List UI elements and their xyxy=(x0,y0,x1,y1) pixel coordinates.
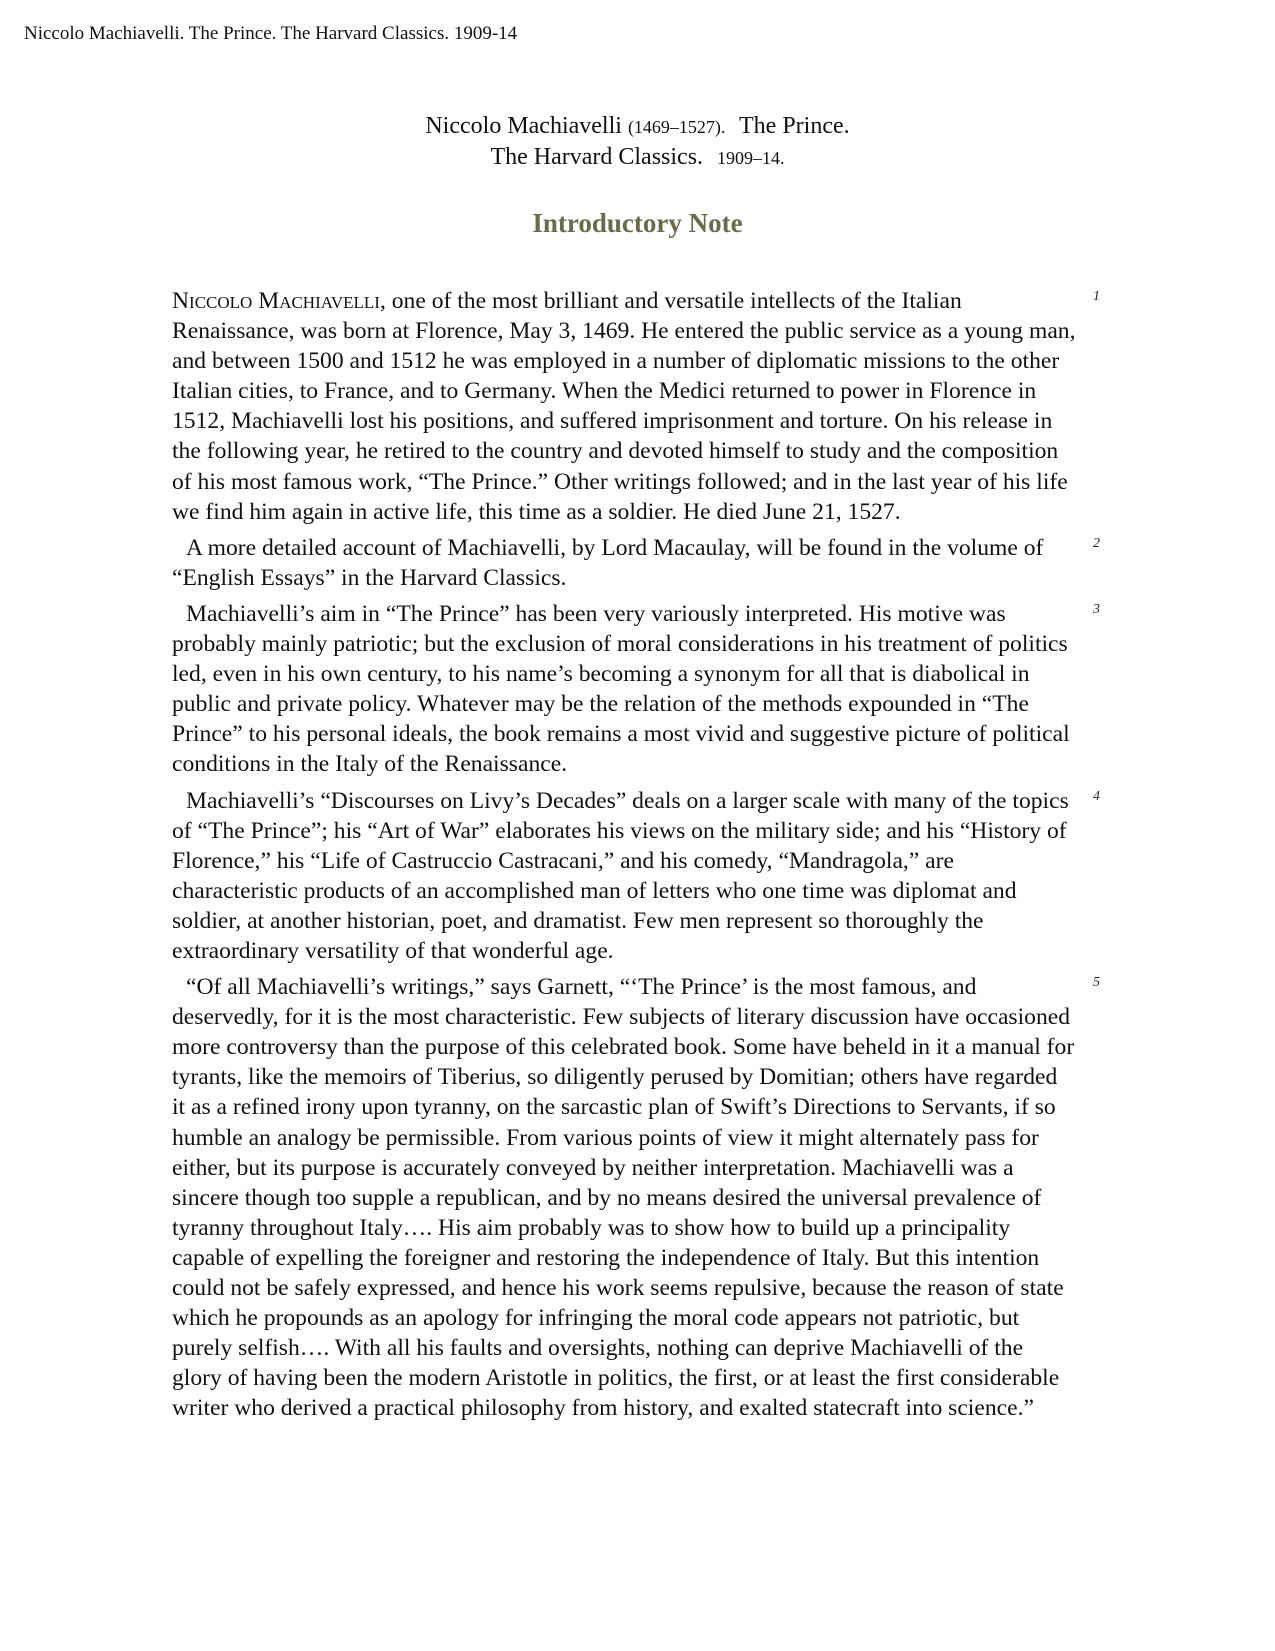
paragraph-number: 2 xyxy=(1093,535,1100,551)
paragraph-3 xyxy=(172,599,1100,780)
paragraph-4 xyxy=(172,786,1100,967)
paragraph-number: 1 xyxy=(1093,289,1100,304)
title-author: Niccolo Machiavelli xyxy=(425,113,622,139)
paragraph-text: “Of all Machiavelli’s writings,” says Garnett, “‘The Prince’ is the most famous, and deservedly, for it is the most characteristic. Few subjects of literary discussion have occasioned more controversy than the purpose of this celebrated book. Some have beheld in it a manual for tyrants, like the memoirs of Tiberius, so diligently perused by Domitian; others have regarded it as a refined irony upon tyranny, on the sarcastic plan of Swift’s Directions to Servants, if so humble an analogy be permissible. From various points of view it might alternately pass for either, but its purpose is accurately conveyed by neither interpretation. Machiavelli was a sincere though too supple a republican, and by no means desired the universal prevalence of tyranny throughout Italy…. His aim probably was to show how to build up a principality capable of expelling the foreigner and restoring the independence of Italy. But this intention could not be safely expressed, and hence his work seems repulsive, because the reason of state which he propounds as an apology for infringing the moral code appears not patriotic, but purely selfish…. With all his faults and oversights, nothing can deprive Machiavelli of the glory of having been the modern Aristotle in politics, the first, or at least the first considerable writer who derived a practical philosophy from history, and exalted statecraft into science.” xyxy=(172,974,1075,1422)
title-author-dates: (1469–1527). xyxy=(627,117,726,137)
paragraph-text: A more detailed account of Machiavelli, by Lord Macaulay, will be found in the volume of “English Essays” in the Harvard Classics. xyxy=(172,534,1044,591)
running-head: Niccolo Machiavelli. The Prince. The Harvard Classics. 1909-14 xyxy=(24,23,518,44)
paragraph-text: , one of the most brilliant and versatile intellects of the Italian Renaissance, was born at Florence, May 3, 1469. He entered the public service as a young man, and between 1500 and 1512 he was employed in a number of diplomatic missions to the other Italian cities, to France, and to Germany. When the Medici returned to power in Florence in 1512, Machiavelli lost his positions, and suffered imprisonment and torture. On his release in the following year, he retired to the country and devoted himself to study and the composition of his most famous work, “The Prince.” Other writings followed; and in the last year of his life we find him again in active life, this time as a soldier. He died June 21, 1527. xyxy=(172,288,1076,525)
paragraph-2 xyxy=(172,533,1100,593)
paragraph-lead: Niccolo Machiavelli xyxy=(172,288,380,314)
section-title: Introductory Note xyxy=(532,208,743,238)
body-text xyxy=(172,286,1100,1429)
title-block xyxy=(0,111,1275,173)
title-work: The Prince. xyxy=(739,113,850,139)
title-line-1 xyxy=(0,111,1275,142)
paragraph-text: Machiavelli’s “Discourses on Livy’s Decades” deals on a larger scale with many of the topics of “The Prince”; his “Art of War” elaborates his views on the military side; and his “History of Florence,” his “Life of Castruccio Castracani,” and his comedy, “Mandragola,” are characteristic products of an accomplished man of letters who one time was diplomat and soldier, at another historian, poet, and dramatist. Few men represent so thoroughly the extraordinary versatility of that wonderful age. xyxy=(172,787,1069,964)
paragraph-5 xyxy=(172,972,1100,1423)
title-series-dates: 1909–14. xyxy=(717,148,785,168)
paragraph-number: 3 xyxy=(1093,601,1100,617)
title-line-2 xyxy=(0,142,1275,173)
title-series: The Harvard Classics. xyxy=(490,144,704,170)
paragraph-1 xyxy=(172,286,1100,527)
paragraph-text: Machiavelli’s aim in “The Prince” has been very variously interpreted. His motive was probably mainly patriotic; but the exclusion of moral considerations in his treatment of politics led, even in his own century, to his name’s becoming a synonym for all that is diabolical in public and private policy. Whatever may be the relation of the methods expounded in “The Prince” to his personal ideals, the book remains a most vivid and suggestive picture of political conditions in the Italy of the Renaissance. xyxy=(172,600,1070,778)
paragraph-number: 5 xyxy=(1093,975,1100,991)
paragraph-number: 4 xyxy=(1093,788,1100,804)
